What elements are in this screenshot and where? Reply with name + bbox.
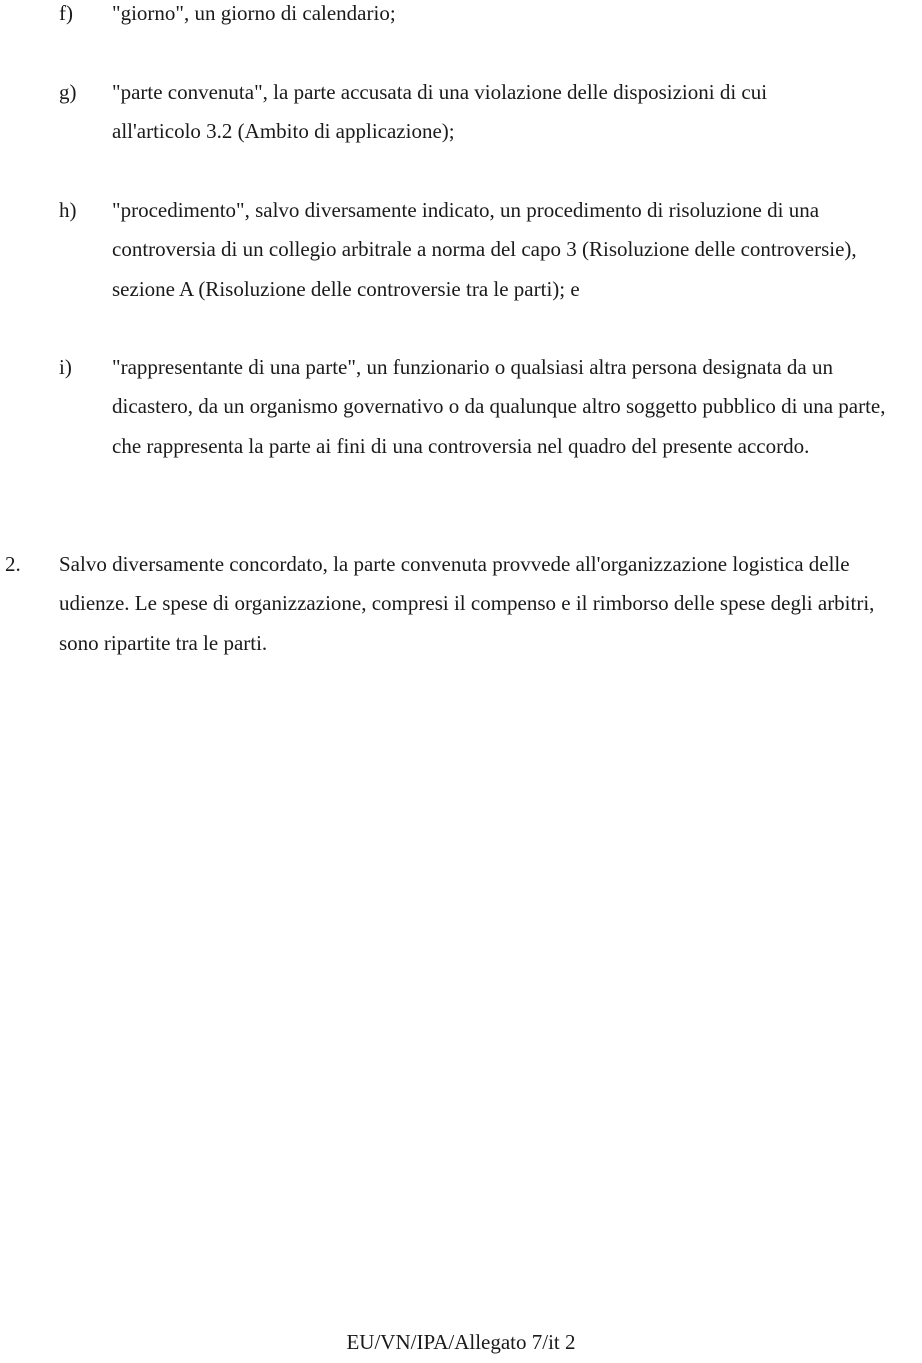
paragraph-number: 2. (5, 552, 21, 576)
item-label: h) (59, 198, 77, 222)
item-text: "giorno", un giorno di calendario; (112, 1, 396, 25)
item-label: f) (59, 1, 73, 25)
item-text: "procedimento", salvo diversamente indicato, un procedimento di risoluzione di una controversia di un collegio arbitrale a norma del capo 3 (Risoluzione delle controversie), sezione A (Risoluzione delle controversie tra le parti); e (112, 198, 857, 301)
item-text: "rappresentante di una parte", un funzionario o qualsiasi altra persona designata da un dicastero, da un organismo governativo o da qualunque altro soggetto pubblico di una parte, che rappresenta la parte ai fini di una controversia nel quadro del presente accordo. (112, 355, 886, 458)
item-label: i) (59, 355, 72, 379)
item-text: "parte convenuta", la parte accusata di una violazione delle disposizioni di cui all'articolo 3.2 (Ambito di applicazione); (112, 80, 768, 144)
paragraph-text: Salvo diversamente concordato, la parte convenuta provvede all'organizzazione logistica delle udienze. Le spese di organizzazione, compresi il compenso e il rimborso delle spese degli arbitri, sono ripartite tra le parti. (59, 552, 875, 655)
item-label: g) (59, 80, 77, 104)
page-footer: EU/VN/IPA/Allegato 7/it 2 (346, 1330, 576, 1354)
